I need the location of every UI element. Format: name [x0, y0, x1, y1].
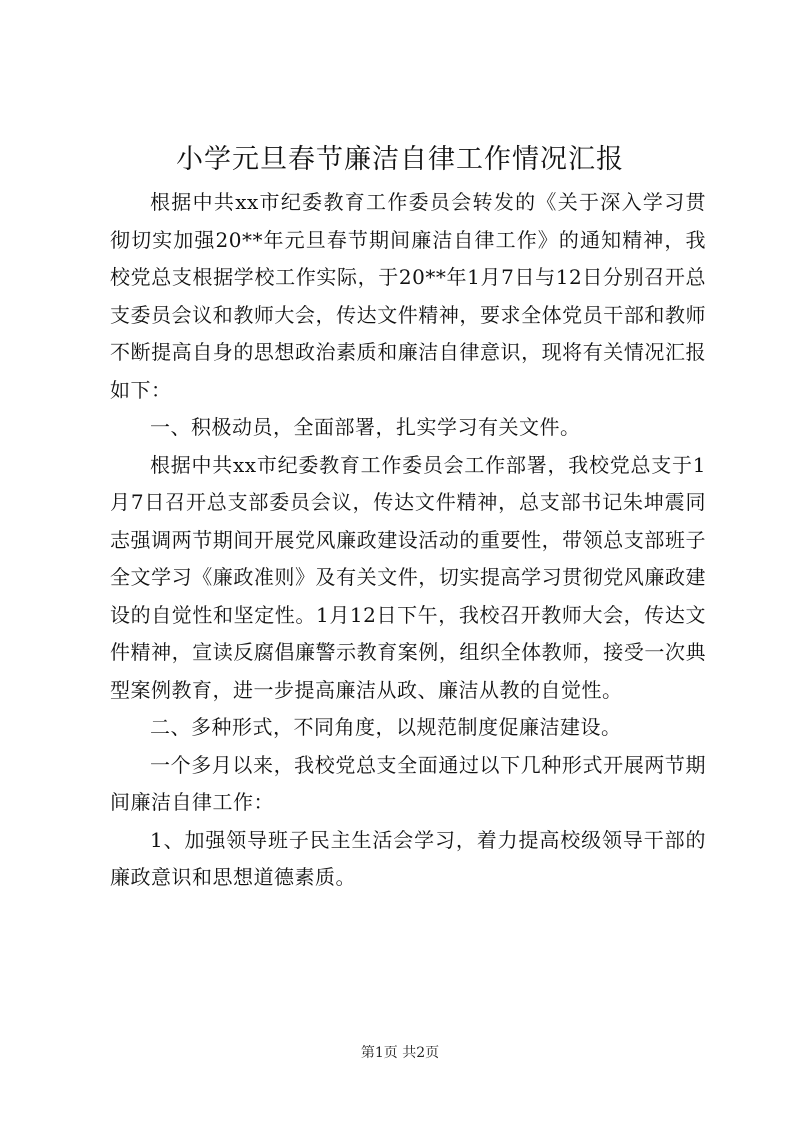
document-body [110, 184, 706, 897]
page-footer: 第1页 共2页 [360, 1045, 440, 1061]
paragraph-section-1: 根据中共xx市纪委教育工作委员会工作部署，我校党总支于1月7日召开总支部委员会议，传达文件精神，总支部书记朱坤震同志强调两节期间开展党风廉政建设活动的重要性，带领总支部班子全文学习《廉政准则》及有关文件，切实提高学习贯彻党风廉政建设的自觉性和坚定性。1月12日下午，我校召开教师大会，传达文件精神，宣读反腐倡廉警示教育案例，组织全体教师，接受一次典型案例教育，进一步提高廉洁从政、廉洁从教的自觉性。 [110, 452, 706, 702]
paragraph-item-1: 1、加强领导班子民主生活会学习，着力提高校级领导干部的廉政意识和思想道德素质。 [110, 827, 706, 889]
section-heading-1: 一、积极动员，全面部署，扎实学习有关文件。 [150, 415, 581, 439]
paragraph-section-2: 一个多月以来，我校党总支全面通过以下几种形式开展两节期间廉洁自律工作： [110, 752, 706, 814]
paragraph-intro: 根据中共xx市纪委教育工作委员会转发的《关于深入学习贯彻切实加强20**年元旦春节期间廉洁自律工作》的通知精神，我校党总支根据学校工作实际，于20**年1月7日与12日分别召开总支委员会议和教师大会，传达文件精神，要求全体党员干部和教师不断提高自身的思想政治素质和廉洁自律意识，现将有关情况汇报如下： [110, 190, 706, 402]
section-heading-2: 二、多种形式，不同角度，以规范制度促廉洁建设。 [150, 715, 622, 739]
document-title: 小学元旦春节廉洁自律工作情况汇报 [176, 144, 624, 175]
